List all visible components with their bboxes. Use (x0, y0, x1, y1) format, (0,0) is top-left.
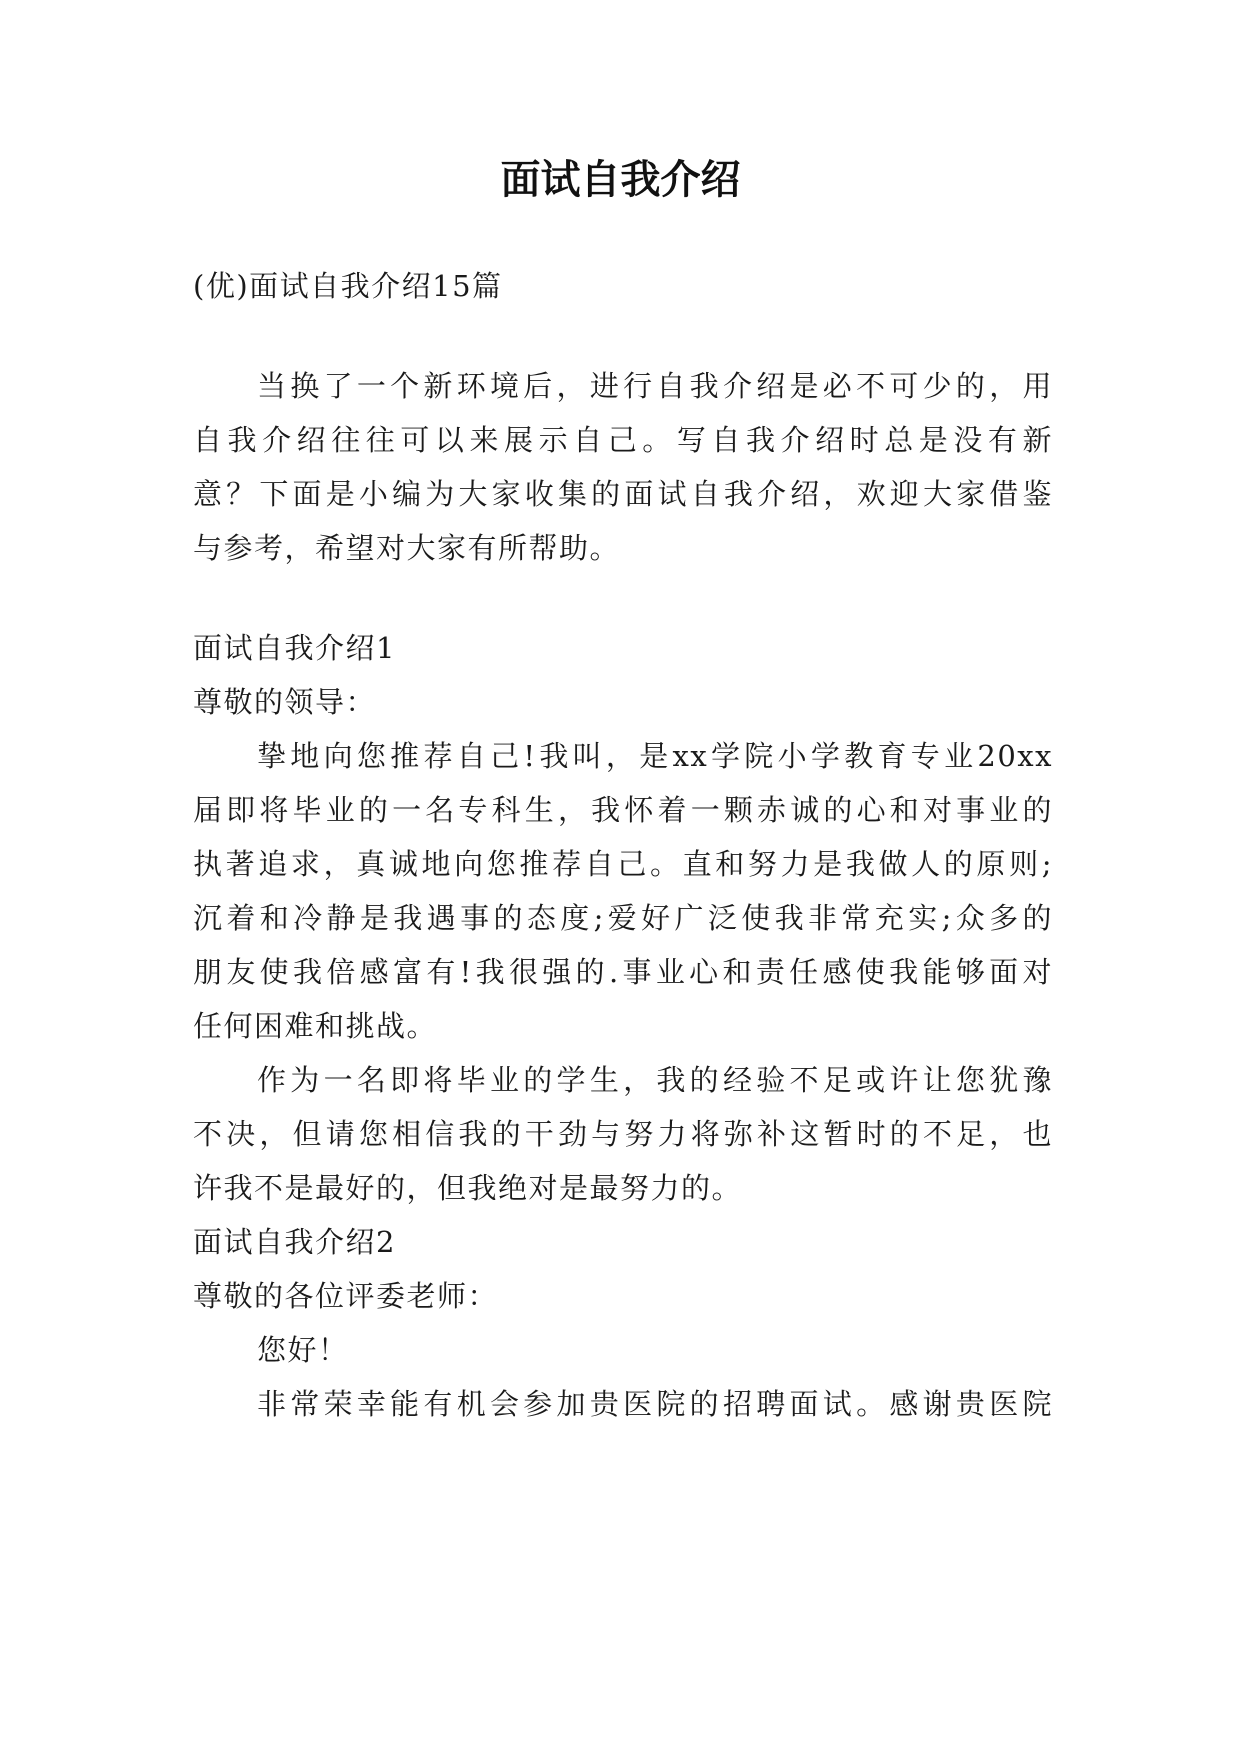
intro-line: 意？下面是小编为大家收集的面试自我介绍，欢迎大家借鉴 (193, 477, 1053, 511)
paragraph-line: 任何困难和挑战。 (193, 1009, 438, 1043)
section-salutation: 尊敬的领导： (193, 685, 377, 719)
intro-line: 与参考，希望对大家有所帮助。 (193, 531, 621, 565)
paragraph-line: 挚地向您推荐自己!我叫，是xx学院小学教育专业20xx (257, 739, 1053, 773)
section-heading: 面试自我介绍1 (193, 631, 396, 665)
paragraph-line: 届即将毕业的一名专科生，我怀着一颗赤诚的心和对事业的 (193, 793, 1053, 827)
paragraph-line: 朋友使我倍感富有!我很强的.事业心和责任感使我能够面对 (193, 955, 1053, 989)
paragraph-line: 不决，但请您相信我的干劲与努力将弥补这暂时的不足，也 (193, 1117, 1053, 1151)
section-heading: 面试自我介绍2 (193, 1225, 396, 1259)
paragraph-line: 沉着和冷静是我遇事的态度;爱好广泛使我非常充实;众多的 (193, 901, 1053, 935)
document-subtitle: (优)面试自我介绍15篇 (193, 269, 503, 303)
paragraph-line: 许我不是最好的，但我绝对是最努力的。 (193, 1171, 743, 1205)
document-title: 面试自我介绍 (500, 157, 741, 203)
intro-line: 自我介绍往往可以来展示自己。写自我介绍时总是没有新 (193, 423, 1053, 457)
paragraph-line: 作为一名即将毕业的学生，我的经验不足或许让您犹豫 (257, 1063, 1053, 1097)
paragraph-line: 执著追求，真诚地向您推荐自己。直和努力是我做人的原则; (193, 847, 1053, 881)
section-salutation: 尊敬的各位评委老师： (193, 1279, 499, 1313)
paragraph-line: 非常荣幸能有机会参加贵医院的招聘面试。感谢贵医院 (257, 1387, 1053, 1421)
section-greeting: 您好！ (257, 1333, 349, 1367)
intro-line: 当换了一个新环境后，进行自我介绍是必不可少的，用 (257, 369, 1053, 403)
